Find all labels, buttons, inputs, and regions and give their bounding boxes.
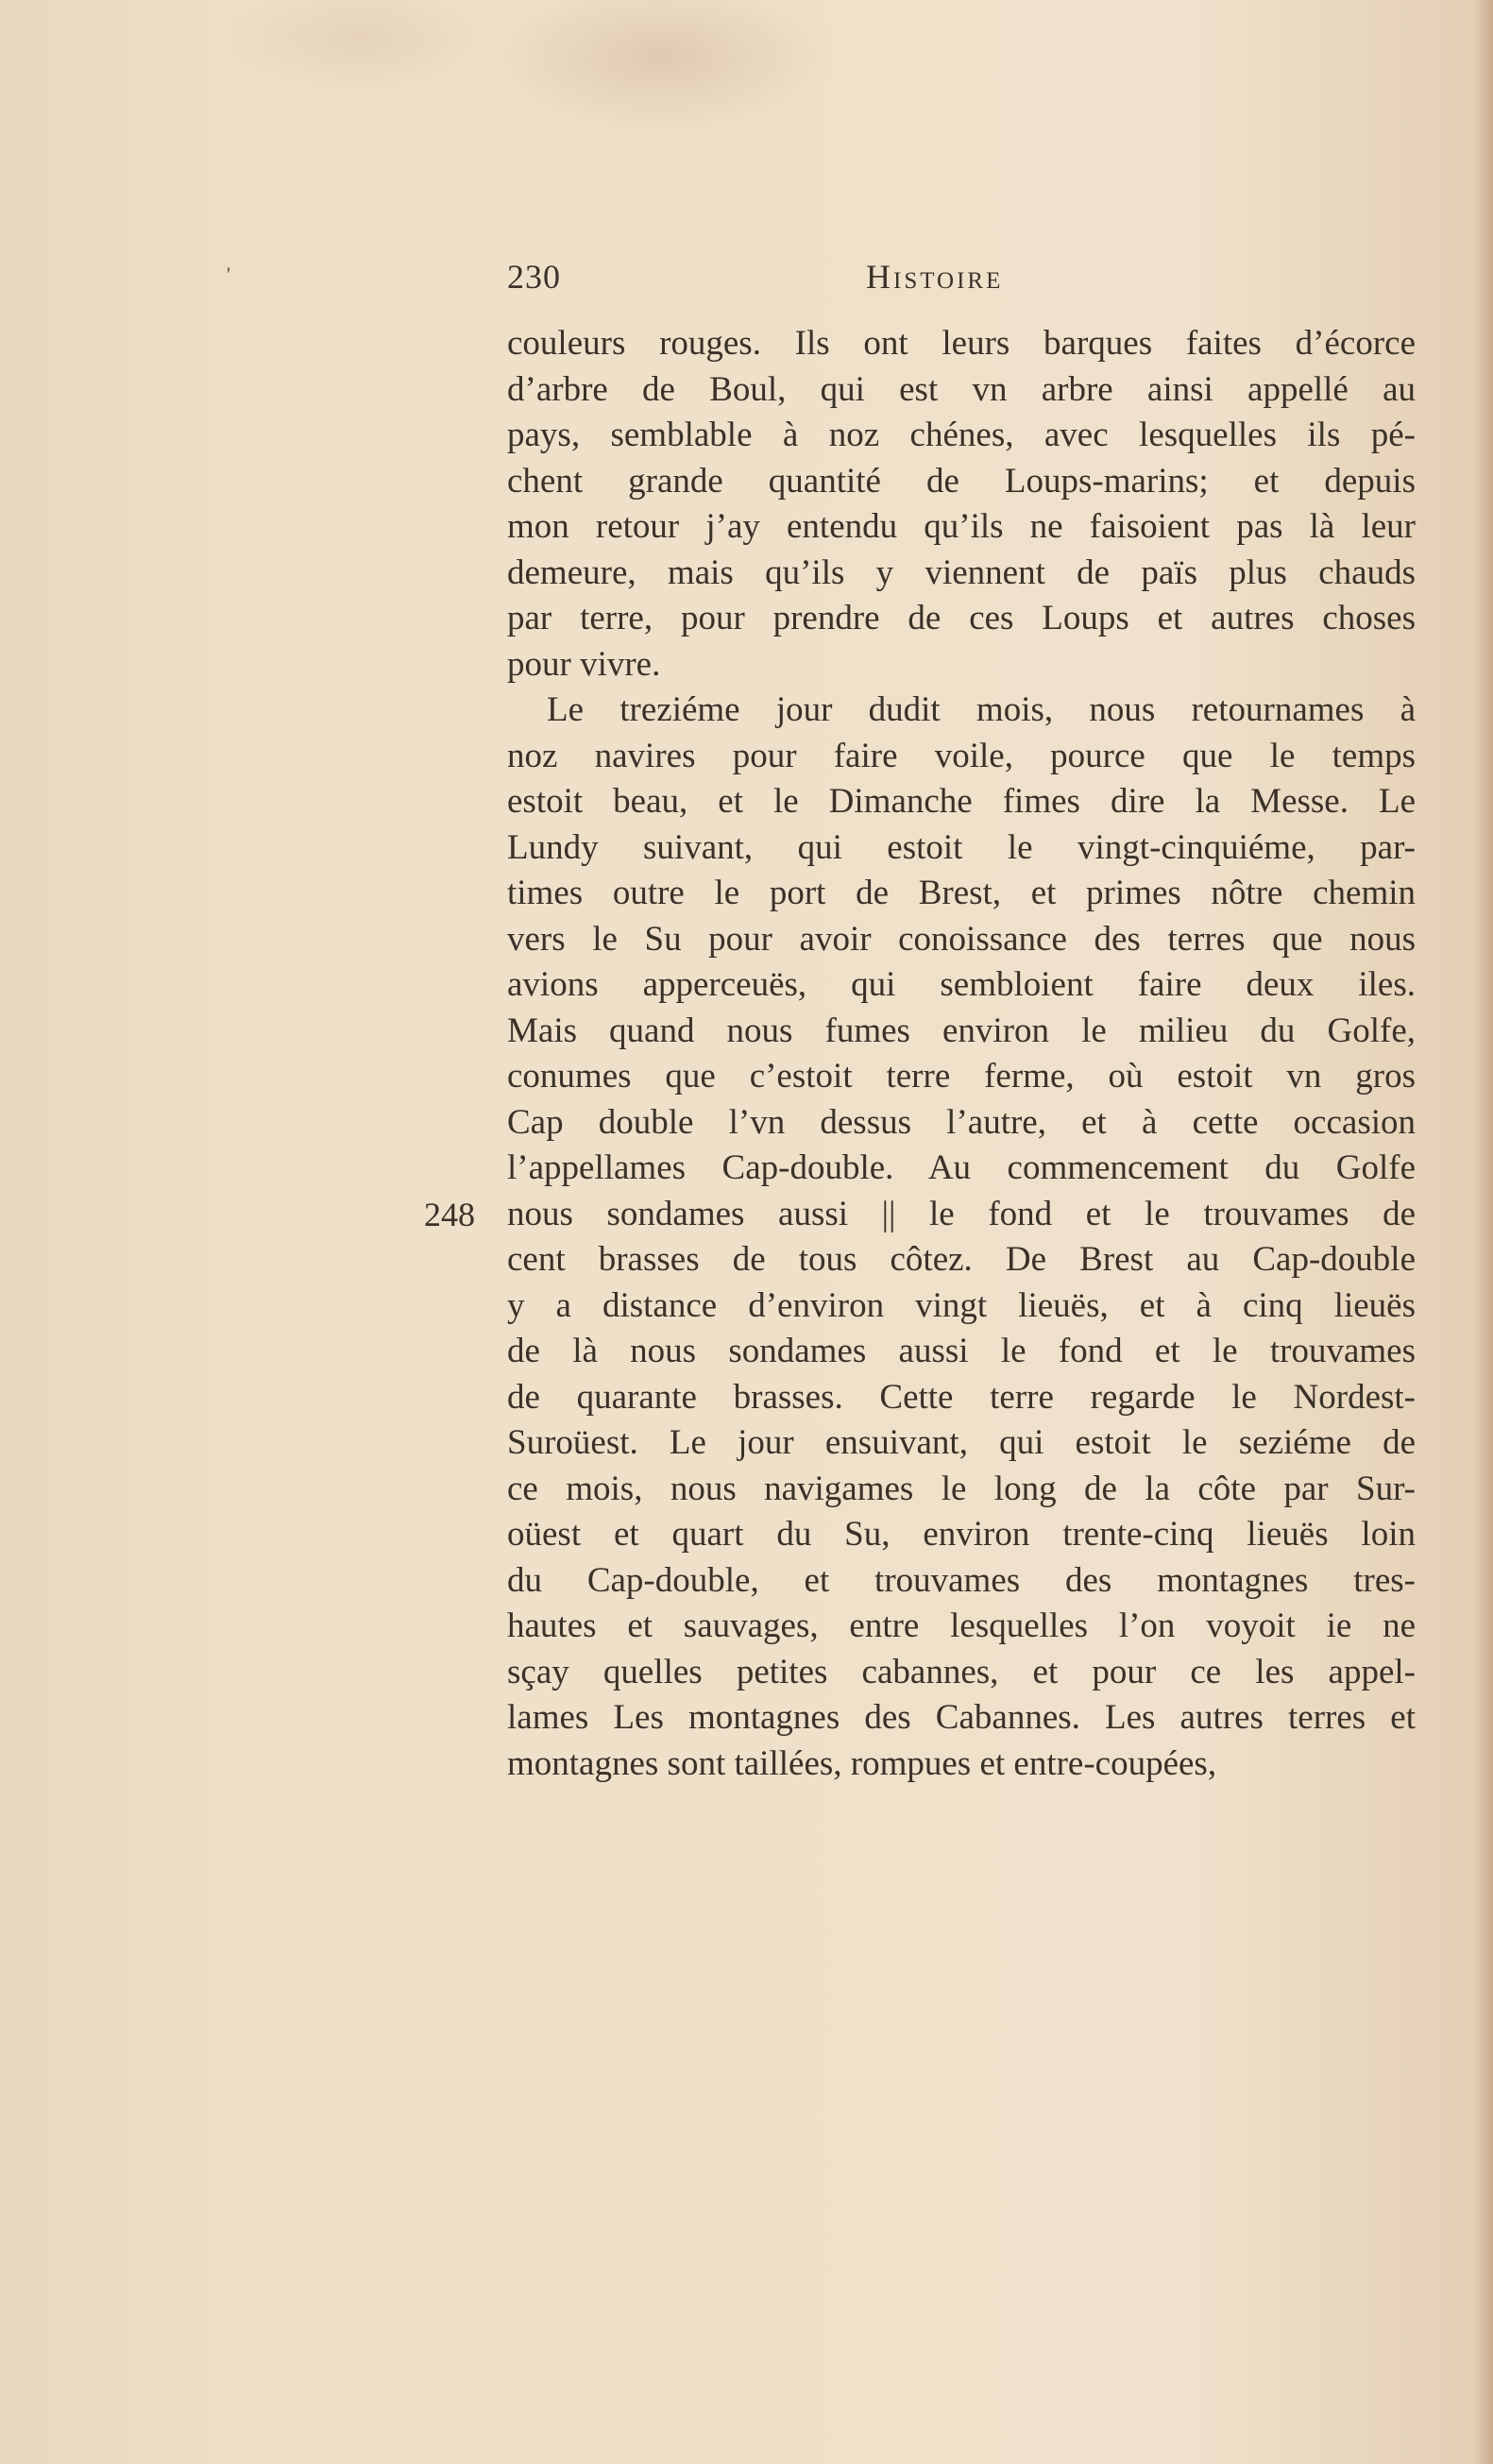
text-line: y a distance d’environ vingt lieuës, et à cinq lieuës bbox=[507, 1285, 1416, 1325]
running-title: Histoire bbox=[866, 258, 1004, 296]
text-line: l’appellames Cap-double. Au commencement du Golfe bbox=[507, 1148, 1416, 1187]
text-line: noz navires pour faire voile, pource que le temps bbox=[507, 736, 1416, 775]
text-line: du Cap-double, et trouvames des montagnes tres- bbox=[507, 1560, 1416, 1600]
text-line: Lundy suivant, qui estoit le vingt-cinquiéme, par- bbox=[507, 827, 1416, 867]
text-line: de quarante brasses. Cette terre regarde le Nordest- bbox=[507, 1377, 1416, 1417]
page-header bbox=[507, 257, 1414, 298]
text-line: oüest et quart du Su, environ trente-cinq lieuës loin bbox=[507, 1515, 1416, 1554]
text-line: hautes et sauvages, entre lesquelles l’on voyoit ie ne bbox=[507, 1606, 1416, 1645]
text-line: chent grande quantité de Loups-marins; et depuis bbox=[507, 461, 1416, 501]
text-line: avions apperceuës, qui sembloient faire deux iles. bbox=[507, 965, 1416, 1004]
text-line: par terre, pour prendre de ces Loups et autres choses bbox=[507, 599, 1416, 637]
text-line: mon retour j’ay entendu qu’ils ne faisoient pas là leur bbox=[507, 507, 1416, 546]
text-line: couleurs rouges. Ils ont leurs barques faites d’écorce bbox=[507, 324, 1416, 363]
text-body bbox=[424, 321, 1416, 1787]
text-line: Le treziéme jour dudit mois, nous retournames à bbox=[547, 690, 1416, 729]
text-line: ce mois, nous navigames le long de la côte par Sur- bbox=[507, 1469, 1416, 1508]
text-line: conumes que c’estoit terre ferme, où estoit vn gros bbox=[507, 1057, 1416, 1096]
text-line: Cap double l’vn dessus l’autre, et à cette occasion bbox=[507, 1102, 1416, 1142]
page-number: 230 bbox=[507, 258, 561, 296]
text-line: lames Les montagnes des Cabannes. Les autres terres et bbox=[507, 1698, 1416, 1737]
stray-mark: ' bbox=[227, 263, 230, 286]
text-line-with-margin-number bbox=[424, 1192, 1416, 1238]
text-line: sçay quelles petites cabannes, et pour ce les appel- bbox=[507, 1652, 1416, 1691]
text-line: d’arbre de Boul, qui est vn arbre ainsi appellé au bbox=[507, 369, 1416, 409]
text-line: pour vivre. bbox=[507, 644, 661, 684]
text-line: cent brasses de tous côtez. De Brest au Cap-double bbox=[507, 1240, 1416, 1279]
margin-number: 248 bbox=[424, 1195, 475, 1233]
page-edge-shadow bbox=[1474, 0, 1493, 2464]
text-line: times outre le port de Brest, et primes nôtre chemin bbox=[507, 874, 1416, 912]
text-line: nous sondames aussi || le fond et le trouvames de bbox=[507, 1194, 1416, 1233]
text-line: Suroüest. Le jour ensuivant, qui estoit le seziéme de bbox=[507, 1423, 1416, 1462]
text-line: montagnes sont taillées, rompues et entre-coupées, bbox=[507, 1743, 1217, 1783]
text-line: de là nous sondames aussi le fond et le trouvames bbox=[507, 1332, 1416, 1370]
text-line: estoit beau, et le Dimanche fimes dire la Messe. Le bbox=[507, 782, 1416, 821]
text-line: demeure, mais qu’ils y viennent de païs plus chauds bbox=[507, 552, 1416, 592]
text-line: vers le Su pour avoir conoissance des terres que nous bbox=[507, 919, 1416, 959]
text-line: pays, semblable à noz chénes, avec lesquelles ils pé- bbox=[507, 416, 1416, 454]
text-line: Mais quand nous fumes environ le milieu du Golfe, bbox=[507, 1011, 1416, 1050]
